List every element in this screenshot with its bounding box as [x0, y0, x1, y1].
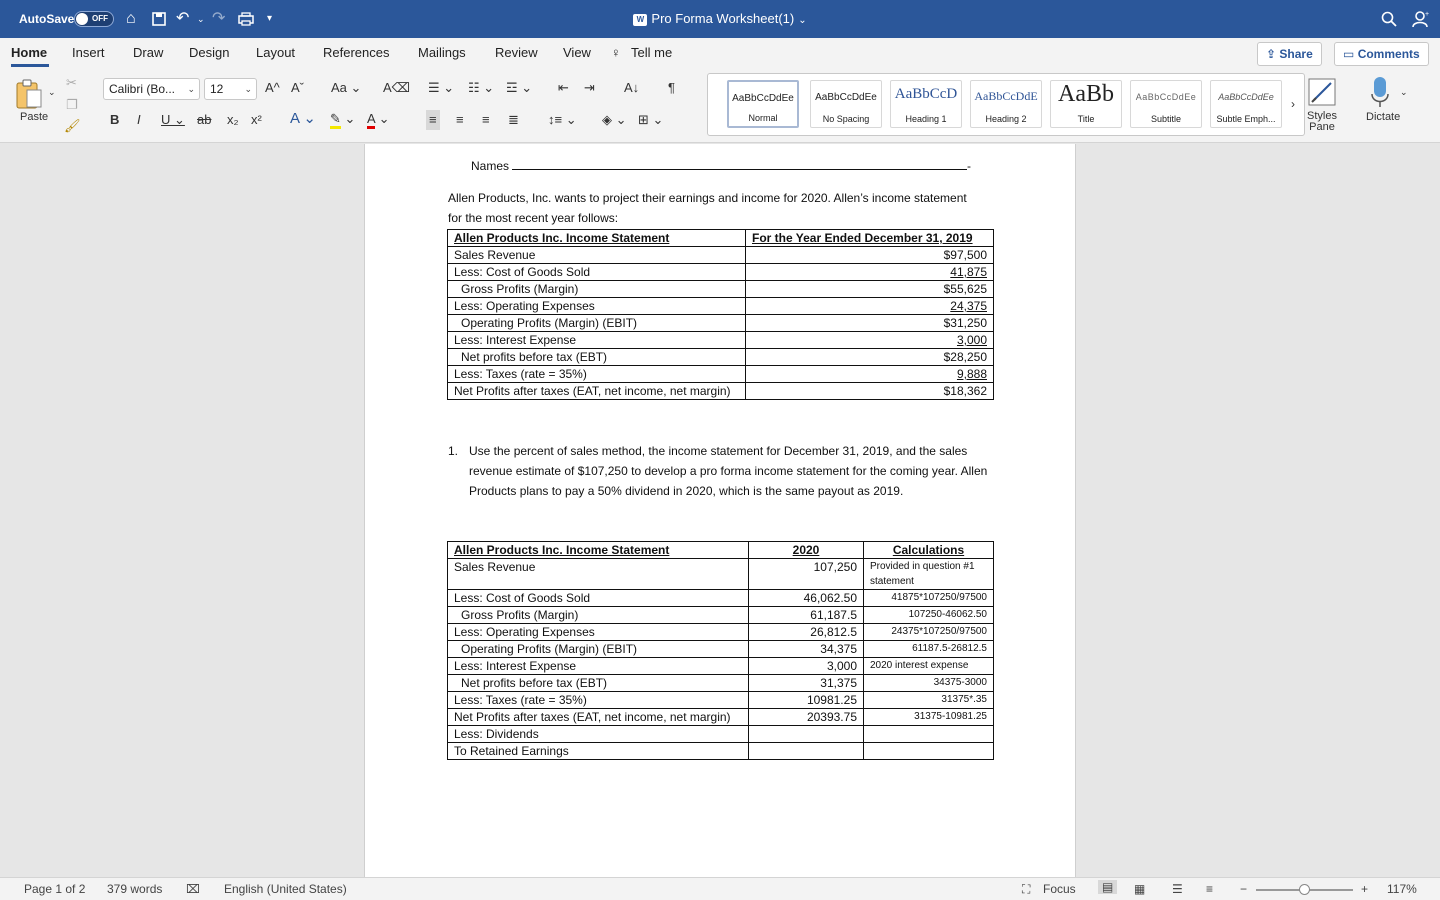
- style-name: Heading 2: [985, 114, 1027, 124]
- style-name: Subtitle: [1150, 114, 1182, 124]
- dictate-dropdown-icon[interactable]: ⌄: [1400, 87, 1408, 97]
- row-label: Less: Operating Expenses: [448, 298, 746, 315]
- row-label: Sales Revenue: [448, 247, 746, 264]
- row-calculation: 61187.5-26812.5: [864, 641, 994, 658]
- proofing-icon[interactable]: ⌧: [186, 882, 200, 896]
- style-sample: AaBbCcD: [894, 86, 958, 102]
- row-calculation: [864, 726, 994, 743]
- style-no-spacing[interactable]: [810, 80, 882, 128]
- value-text: $28,250: [943, 350, 987, 364]
- tab-draw[interactable]: Draw: [133, 45, 164, 60]
- multilevel-list-icon[interactable]: ☲ ⌄: [506, 80, 533, 95]
- row-calculation: 31375-10981.25: [864, 709, 994, 726]
- question-number: 1.: [448, 444, 459, 458]
- format-painter-icon[interactable]: 🖌: [64, 118, 81, 133]
- chevron-down-icon: ⌄: [244, 84, 252, 94]
- tab-review[interactable]: Review: [495, 45, 538, 60]
- row-value: [746, 315, 994, 332]
- align-right-icon[interactable]: ≡: [482, 112, 490, 127]
- row-value: 31,375: [749, 675, 864, 692]
- row-label: Sales Revenue: [448, 559, 749, 590]
- align-center-icon[interactable]: ≡: [456, 112, 464, 127]
- home-icon[interactable]: ⌂: [126, 10, 136, 27]
- borders-icon[interactable]: ⊞ ⌄: [638, 112, 664, 127]
- style-sample: AaBbCcDdEe: [1218, 92, 1274, 102]
- paste-dropdown-icon[interactable]: ⌄: [48, 87, 56, 97]
- autosave-state: OFF: [92, 14, 108, 23]
- strikethrough-icon[interactable]: ab: [197, 112, 212, 127]
- intro-paragraph: Allen Products, Inc. wants to project their earnings and income for 2020. Allen’s income statement for the most recent year follows:: [448, 191, 967, 225]
- shrink-font-icon[interactable]: Aˇ: [291, 80, 304, 95]
- table-row: [448, 726, 994, 743]
- comment-icon: ▭: [1343, 47, 1355, 61]
- chevron-right-icon[interactable]: ›: [1291, 97, 1295, 111]
- comments-label: Comments: [1357, 47, 1420, 61]
- row-value: [746, 383, 994, 400]
- table-header-row: [448, 230, 994, 247]
- decrease-indent-icon[interactable]: ⇤: [558, 80, 569, 95]
- style-normal[interactable]: [727, 80, 799, 128]
- row-value: [746, 349, 994, 366]
- row-value: 107,250: [749, 559, 864, 590]
- line-spacing-icon[interactable]: ↕≡ ⌄: [548, 112, 577, 127]
- language-status[interactable]: English (United States): [224, 882, 347, 896]
- active-tab-indicator: [11, 64, 49, 67]
- value-text: $97,500: [943, 248, 987, 262]
- income-statement-2019-table: [447, 229, 994, 400]
- paste-label: Paste: [20, 111, 49, 123]
- change-case-label: Aa: [331, 80, 347, 95]
- shading-icon[interactable]: ◈ ⌄: [602, 112, 627, 127]
- row-value: 10981.25: [749, 692, 864, 709]
- style-name: Heading 1: [905, 114, 947, 124]
- font-name-select[interactable]: [103, 78, 200, 100]
- styles-pane-label[interactable]: Styles Pane: [1307, 110, 1337, 133]
- dictate-label[interactable]: Dictate: [1366, 111, 1401, 123]
- show-formatting-icon[interactable]: ¶: [668, 80, 675, 95]
- row-label: Less: Interest Expense: [448, 658, 749, 675]
- style-sample: AaBbCcDdEe: [1135, 92, 1197, 102]
- row-label: Less: Dividends: [448, 726, 749, 743]
- table-row: [448, 590, 994, 607]
- web-layout-icon[interactable]: ▦: [1134, 882, 1146, 896]
- subscript-icon[interactable]: x₂: [227, 112, 239, 127]
- zoom-in-icon[interactable]: +: [1361, 882, 1369, 896]
- search-icon[interactable]: [1381, 9, 1397, 33]
- row-value: [746, 281, 994, 298]
- row-calculation: 41875*107250/97500: [864, 590, 994, 607]
- title-bar: [0, 0, 1440, 38]
- row-value: [746, 366, 994, 383]
- row-label: Gross Profits (Margin): [448, 281, 746, 298]
- table-row: [448, 559, 994, 590]
- bold-icon[interactable]: B: [110, 112, 120, 127]
- names-blank: [512, 159, 967, 170]
- highlight-icon[interactable]: ✎ ⌄: [330, 111, 355, 127]
- value-text: 41,875: [950, 265, 987, 279]
- focus-icon[interactable]: ⛶: [1022, 882, 1031, 896]
- style-heading-1[interactable]: [890, 80, 962, 128]
- font-size-select[interactable]: [204, 78, 257, 100]
- row-value: 3,000: [749, 658, 864, 675]
- table-row: [448, 247, 994, 264]
- row-value: 20393.75: [749, 709, 864, 726]
- table-header-cell: Calculations: [864, 542, 994, 559]
- underline-icon[interactable]: U ⌄: [161, 112, 185, 127]
- row-value: [746, 247, 994, 264]
- row-value: [746, 332, 994, 349]
- tab-mailings[interactable]: Mailings: [418, 45, 466, 60]
- window-title: [0, 11, 1440, 26]
- row-calculation: 34375-3000: [864, 675, 994, 692]
- row-label: To Retained Earnings: [448, 743, 749, 760]
- row-calculation: 2020 interest expense: [864, 658, 994, 675]
- table-row: [448, 692, 994, 709]
- table-row: [448, 315, 994, 332]
- style-sample: AaBb: [1058, 81, 1114, 107]
- row-calculation: Provided in question #1 statement: [864, 559, 994, 590]
- row-calculation: 107250-46062.50: [864, 607, 994, 624]
- zoom-out-icon[interactable]: −: [1240, 882, 1248, 896]
- focus-mode-button[interactable]: Focus: [1043, 882, 1076, 896]
- style-heading-2[interactable]: [970, 80, 1042, 128]
- svg-text:+: +: [1425, 11, 1430, 18]
- text-effects-icon[interactable]: A ⌄: [290, 110, 316, 127]
- share-label: Share: [1279, 47, 1313, 61]
- grow-font-icon[interactable]: A^: [265, 80, 280, 95]
- table-header-cell: Allen Products Inc. Income Statement: [448, 542, 749, 559]
- style-title[interactable]: [1050, 80, 1122, 128]
- undo-dropdown-icon[interactable]: ⌄: [197, 14, 205, 24]
- style-sample: AaBbCcDdEe: [732, 93, 794, 104]
- table-row: [448, 709, 994, 726]
- names-trail: -: [967, 159, 972, 173]
- title-chevron-icon[interactable]: ⌄: [798, 15, 807, 26]
- row-value: 46,062.50: [749, 590, 864, 607]
- table-row: [448, 675, 994, 692]
- table-row: [448, 641, 994, 658]
- status-bar: [0, 877, 1440, 900]
- table-header-cell: 2020: [749, 542, 864, 559]
- table-row: [448, 624, 994, 641]
- share-button[interactable]: [1257, 42, 1322, 66]
- draft-view-icon[interactable]: ≡: [1206, 882, 1214, 896]
- row-label: Net profits before tax (EBT): [448, 675, 749, 692]
- italic-icon[interactable]: I: [137, 112, 141, 127]
- row-label: Less: Interest Expense: [448, 332, 746, 349]
- tab-view[interactable]: View: [563, 45, 591, 60]
- share-icon: ⇪: [1266, 47, 1277, 61]
- tab-layout[interactable]: Layout: [256, 45, 296, 60]
- row-calculation: 24375*107250/97500: [864, 624, 994, 641]
- row-label: Gross Profits (Margin): [448, 607, 749, 624]
- word-count[interactable]: 379 words: [107, 882, 163, 896]
- justify-icon[interactable]: ≣: [508, 112, 519, 127]
- undo-icon[interactable]: ↶: [176, 10, 190, 27]
- tab-design[interactable]: Design: [189, 45, 230, 60]
- customize-toolbar-icon[interactable]: ▾: [267, 13, 273, 24]
- value-text: 9,888: [956, 367, 987, 381]
- row-label: Less: Cost of Goods Sold: [448, 264, 746, 281]
- word-doc-icon: W: [633, 14, 647, 26]
- ribbon-tabs: [0, 38, 1440, 68]
- row-label: Less: Operating Expenses: [448, 624, 749, 641]
- row-label: Operating Profits (Margin) (EBIT): [448, 315, 746, 332]
- row-label: Less: Taxes (rate = 35%): [448, 366, 746, 383]
- table-row: [448, 349, 994, 366]
- font-name-value: Calibri (Bo...: [109, 82, 176, 96]
- tab-home[interactable]: Home: [11, 45, 48, 60]
- value-text: $31,250: [943, 316, 987, 330]
- row-label: Less: Cost of Goods Sold: [448, 590, 749, 607]
- value-text: 24,375: [950, 299, 987, 313]
- change-case-button[interactable]: Aa ⌄: [331, 80, 362, 95]
- document-canvas[interactable]: [0, 144, 1440, 877]
- style-name: No Spacing: [822, 114, 870, 124]
- value-text: $18,362: [943, 384, 987, 398]
- cut-icon[interactable]: ✂: [66, 75, 77, 90]
- style-subtitle[interactable]: [1130, 80, 1202, 128]
- style-subtle-emphasis[interactable]: [1210, 80, 1282, 128]
- style-sample: AaBbCcDdE: [974, 89, 1038, 103]
- numbering-icon[interactable]: ☷ ⌄: [468, 80, 495, 95]
- document-title: Pro Forma Worksheet(1): [651, 11, 795, 26]
- row-value: [746, 264, 994, 281]
- page-count[interactable]: Page 1 of 2: [24, 882, 86, 896]
- row-label: Less: Taxes (rate = 35%): [448, 692, 749, 709]
- font-color-icon[interactable]: A ⌄: [367, 111, 389, 127]
- table-row: [448, 658, 994, 675]
- style-name: Subtle Emph...: [1216, 114, 1276, 124]
- row-label: Operating Profits (Margin) (EBIT): [448, 641, 749, 658]
- table-header-cell: Allen Products Inc. Income Statement: [448, 230, 746, 247]
- microphone-icon[interactable]: [1370, 76, 1390, 108]
- table-row: [448, 383, 994, 400]
- document-page[interactable]: [364, 144, 1076, 877]
- styles-gallery: [707, 73, 1305, 136]
- font-size-value: 12: [210, 82, 224, 96]
- sort-icon[interactable]: A↓: [624, 80, 640, 95]
- style-name: Title: [1077, 114, 1095, 124]
- table-row: [448, 264, 994, 281]
- tell-me-search[interactable]: Tell me: [631, 45, 673, 60]
- row-label: Net Profits after taxes (EAT, net income, net margin): [448, 709, 749, 726]
- pro-forma-2020-table: [447, 541, 994, 760]
- row-label: Net Profits after taxes (EAT, net income, net margin): [448, 383, 746, 400]
- row-value: 61,187.5: [749, 607, 864, 624]
- increase-indent-icon[interactable]: ⇥: [584, 80, 595, 95]
- redo-icon[interactable]: ↷: [212, 10, 226, 27]
- row-calculation: [864, 743, 994, 760]
- lightbulb-icon: ♀: [611, 45, 621, 60]
- table-row: [448, 607, 994, 624]
- row-value: 34,375: [749, 641, 864, 658]
- table-row: [448, 743, 994, 760]
- copy-icon[interactable]: ❐: [66, 97, 78, 112]
- align-left-icon[interactable]: ≡: [426, 110, 440, 130]
- table-row: [448, 281, 994, 298]
- row-calculation: 31375*.35: [864, 692, 994, 709]
- zoom-slider-handle[interactable]: [1299, 884, 1310, 895]
- names-label: Names: [471, 159, 510, 173]
- table-row: [448, 366, 994, 383]
- value-text: $55,625: [943, 282, 987, 296]
- zoom-level[interactable]: 117%: [1387, 882, 1417, 896]
- autosave-label: AutoSave: [19, 12, 75, 26]
- superscript-icon[interactable]: x²: [251, 112, 262, 127]
- style-sample: AaBbCcDdEe: [815, 92, 877, 103]
- row-value: 26,812.5: [749, 624, 864, 641]
- table-header-row: [448, 542, 994, 559]
- tab-references[interactable]: References: [323, 45, 390, 60]
- table-row: [448, 332, 994, 349]
- row-value: [749, 743, 864, 760]
- row-value: [749, 726, 864, 743]
- tab-insert[interactable]: Insert: [72, 45, 105, 60]
- table-header-cell: For the Year Ended December 31, 2019: [746, 230, 994, 247]
- print-layout-icon[interactable]: ▤: [1098, 880, 1117, 894]
- chevron-down-icon: ⌄: [187, 84, 195, 94]
- question-text: Use the percent of sales method, the income statement for December 31, 2019, and the sales revenue estimate of $107,250 to develop a pro forma income statement for the coming year. Allen Products plans to pay a 50% dividend in 2020, which is the same payout as 2019.: [469, 444, 988, 498]
- styles-pane-icon[interactable]: [1306, 76, 1338, 108]
- row-label: Net profits before tax (EBT): [448, 349, 746, 366]
- comments-button[interactable]: [1334, 42, 1429, 66]
- outline-view-icon[interactable]: ☰: [1172, 882, 1183, 896]
- style-name: Normal: [748, 113, 778, 123]
- paste-button[interactable]: [15, 78, 45, 110]
- ribbon-home: [0, 68, 1440, 143]
- bullets-icon[interactable]: ☰ ⌄: [428, 80, 455, 95]
- table-row: [448, 298, 994, 315]
- account-icon[interactable]: [1411, 9, 1431, 34]
- value-text: 3,000: [956, 333, 987, 347]
- clear-formatting-icon[interactable]: A⌫: [383, 80, 411, 95]
- names-line: [471, 159, 971, 173]
- row-value: [746, 298, 994, 315]
